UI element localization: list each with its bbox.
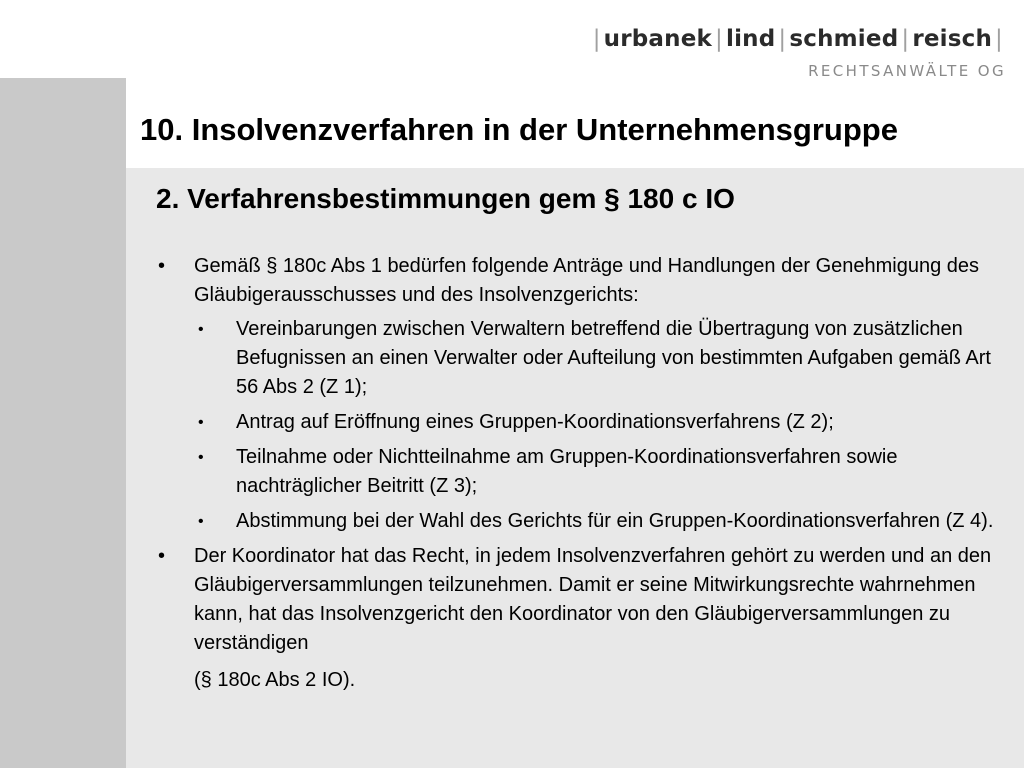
sub-bullet-item: • Vereinbarungen zwischen Verwaltern betreffend die Übertragung von zusätzlichen Befugnissen an einen Verwalter oder Aufteilung von bestimmten Aufgaben gemäß Art 56 Abs 2 (Z 1);: [194, 315, 1006, 402]
section-title: 2. Verfahrensbestimmungen gem § 180 c IO: [156, 183, 735, 214]
logo-name-schmied: schmied: [789, 26, 899, 52]
bullet-text: Der Koordinator hat das Recht, in jedem Insolvenzverfahren gehört zu werden und an den Gläubigerversammlungen teilzunehmen. Damit er seine Mitwirkungsrechte wahrnehmen kann, hat das Insolvenzgericht den Koordinator von den Gläubigerversammlungen zu verständigen: [194, 545, 992, 654]
bullet-coordinator-rights: [156, 542, 1006, 695]
bullet-text: Gemäß § 180c Abs 1 bedürfen folgende Anträge und Handlungen der Genehmigung des Gläubigerausschusses und des Insolvenzgerichts:: [194, 255, 980, 306]
logo-subtitle: RECHTSANWÄLTE OG: [808, 62, 1006, 80]
sub-bullet-item: • Teilnahme oder Nichtteilnahme am Gruppen-Koordinationsverfahren sowie nachträglicher Beitritt (Z 3);: [194, 443, 1006, 501]
sub-list: [194, 315, 1006, 536]
content-list: [156, 252, 1006, 695]
sub-bullet-item: • Abstimmung bei der Wahl des Gerichts für ein Gruppen-Koordinationsverfahren (Z 4).: [194, 507, 1006, 536]
firm-logo: [590, 26, 1006, 80]
slide-title: 10. Insolvenzverfahren in der Unternehmensgruppe: [140, 112, 898, 147]
logo-name-lind: lind: [725, 26, 776, 52]
legal-reference: (§ 180c Abs 2 IO).: [194, 669, 356, 691]
logo-names: | urbanek | lind | schmied | reisch |: [592, 26, 1003, 52]
logo-name-reisch: reisch: [912, 26, 993, 52]
left-decorative-band: [0, 78, 126, 768]
bullet-approval-requirements: [156, 252, 1006, 536]
sub-bullet-item: • Antrag auf Eröffnung eines Gruppen-Koordinationsverfahrens (Z 2);: [194, 408, 1006, 437]
logo-name-urbanek: urbanek: [603, 26, 713, 52]
